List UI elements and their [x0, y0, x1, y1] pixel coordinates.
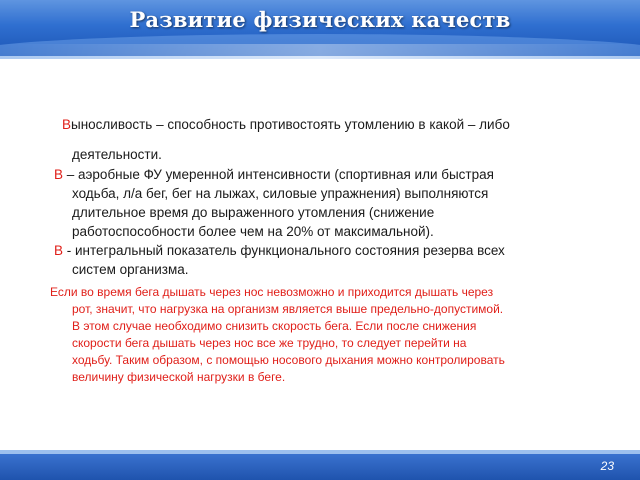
integral-line-2: систем организма.	[72, 262, 189, 277]
title-underline	[0, 56, 640, 59]
definition-text: ыносливость – способность противостоять утомлению в какой – либо	[71, 117, 510, 132]
note-line: рот, значит, что нагрузка на организм является выше предельно-допустимой.	[72, 302, 504, 316]
note-line: Если во время бега дышать через нос невозможно и приходится дышать через	[50, 285, 494, 299]
footer-bar	[0, 454, 640, 480]
note-line: скорости бега дышать через нос все же трудно, то следует перейти на	[72, 336, 467, 350]
definition-line-2: деятельности.	[72, 147, 162, 162]
note-line: В этом случае необходимо снизить скорость бега. Если после снижения	[72, 319, 477, 333]
note-line: величину физической нагрузки в беге.	[72, 370, 286, 384]
aerobic-line-3: длительное время до выраженного утомления (снижение	[72, 205, 435, 220]
note-line: ходьбу. Таким образом, с помощью носового дыхания можно контролировать	[72, 353, 505, 367]
integral-text: - интегральный показатель функционального состояния резерва всех	[63, 243, 505, 258]
aerobic-line-1	[54, 166, 494, 184]
initial-letter: В	[54, 243, 64, 258]
page-number: 23	[600, 459, 614, 473]
initial-letter: В	[54, 167, 64, 182]
aerobic-line-2: ходьба, л/а бег, бег на лыжах, силовые упражнения) выполняются	[72, 186, 489, 201]
slide-title: Развитие физических качеств	[129, 7, 511, 32]
aerobic-line-4: работоспособности более чем на 20% от максимальной).	[72, 224, 434, 239]
aerobic-text: – аэробные ФУ умеренной интенсивности (спортивная или быстрая	[63, 167, 494, 182]
banner-highlight	[0, 44, 640, 56]
definition-line-1	[62, 116, 510, 134]
initial-letter: В	[62, 117, 72, 132]
integral-line-1	[54, 242, 505, 260]
title-banner	[0, 0, 640, 56]
